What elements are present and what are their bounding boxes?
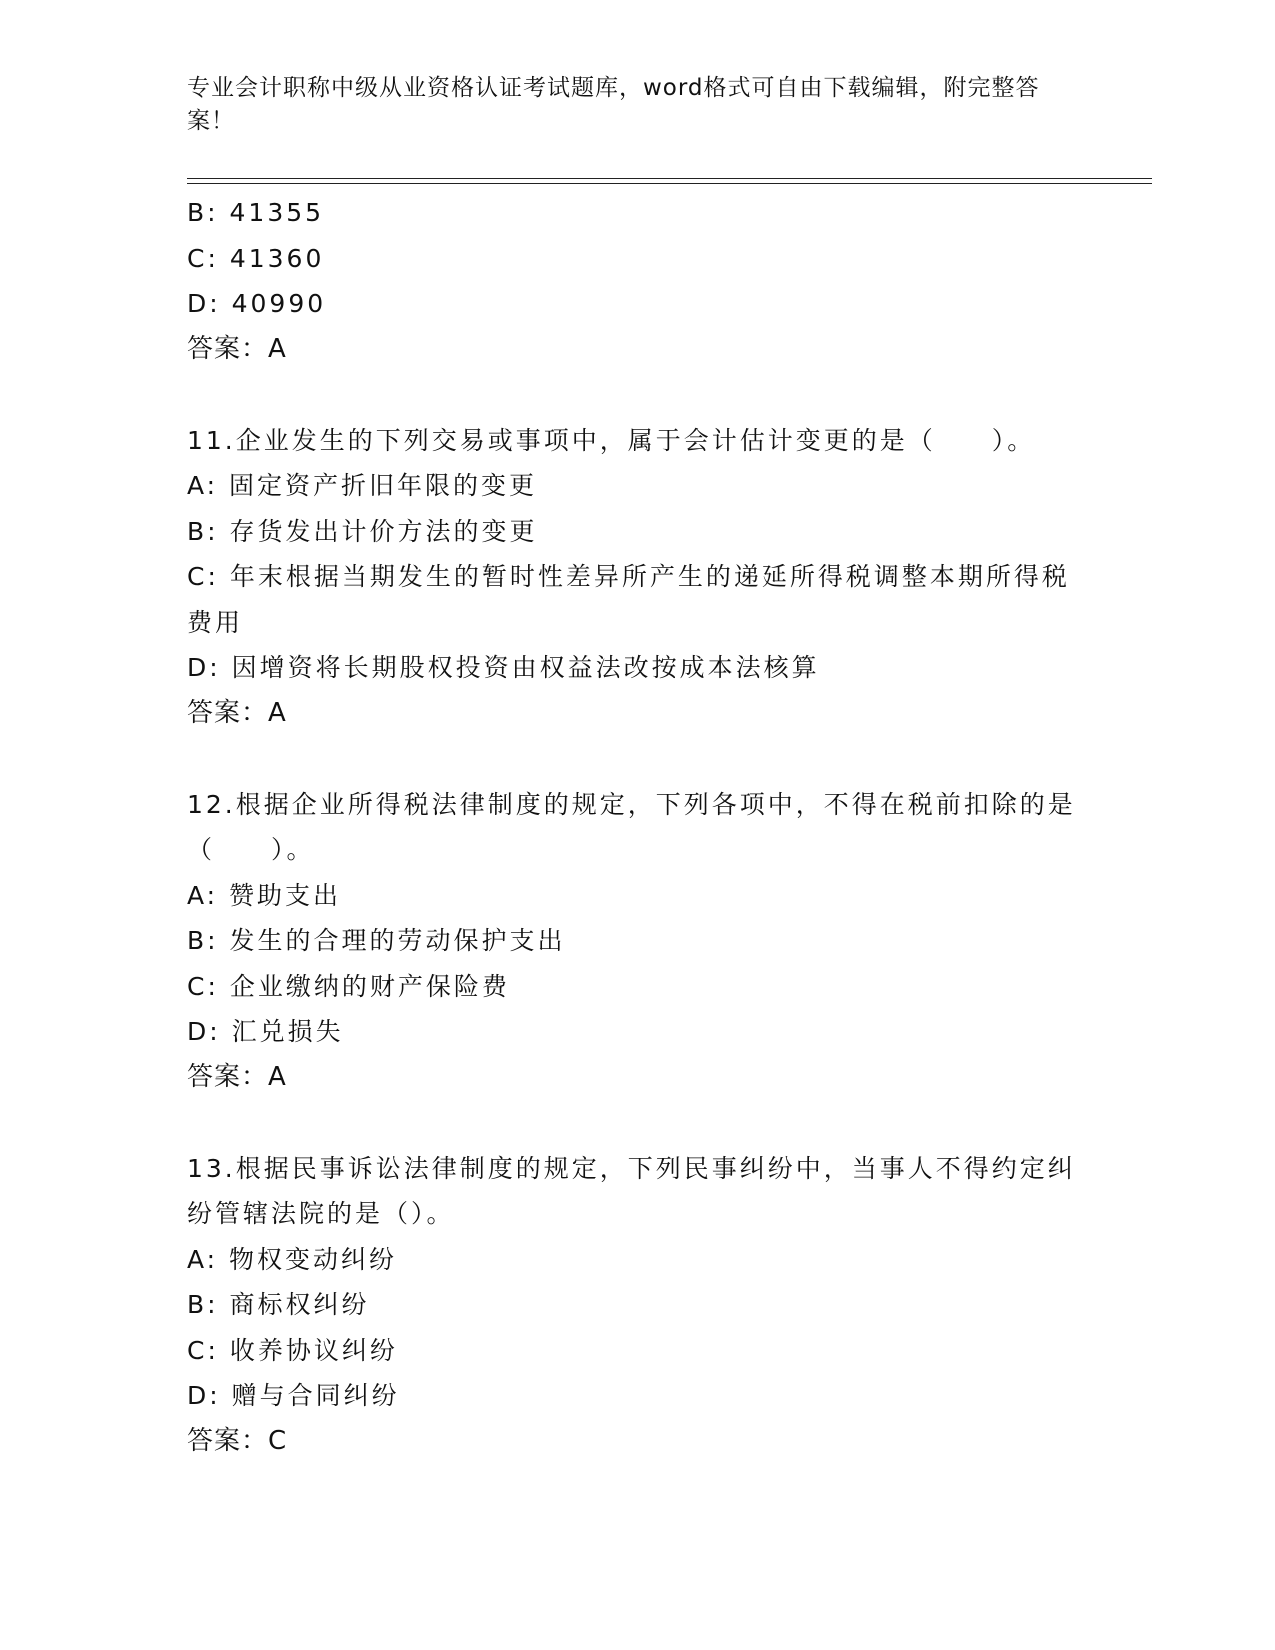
question-12 [187, 782, 1087, 1101]
option-a: A: 固定资产折旧年限的变更 [187, 471, 538, 500]
question-13 [187, 1146, 1087, 1465]
option-b: B: 存货发出计价方法的变更 [187, 516, 538, 546]
option-c: C: 企业缴纳的财产保险费 [187, 971, 510, 1001]
question-stem: 12.根据企业所得税法律制度的规定，下列各项中，不得在税前扣除的是（ ）。 [187, 789, 1076, 864]
header-rule-bottom [187, 183, 1152, 184]
option-d: D: 40990 [187, 289, 327, 318]
header-text: 专业会计职称中级从业资格认证考试题库，word格式可自由下载编辑，附完整答案！ [187, 75, 1040, 134]
option-a: A: 赞助支出 [187, 880, 342, 910]
document-header [187, 72, 1067, 138]
question-list [187, 190, 1087, 1464]
spacer [187, 372, 1087, 418]
option-b: B: 41355 [187, 198, 325, 227]
option-d: D: 赠与合同纠纷 [187, 1381, 400, 1410]
question-stem: 13.根据民事诉讼法律制度的规定，下列民事纠纷中，当事人不得约定纠纷管辖法院的是（）。 [187, 1153, 1076, 1228]
question-stem: 11.企业发生的下列交易或事项中，属于会计估计变更的是（ ）。 [187, 425, 1036, 455]
option-b: B: 发生的合理的劳动保护支出 [187, 926, 566, 955]
option-c: C: 收养协议纠纷 [187, 1335, 398, 1365]
option-d: D: 因增资将长期股权投资由权益法改按成本法核算 [187, 653, 820, 682]
spacer [187, 1100, 1087, 1146]
answer-line: 答案：A [187, 1061, 287, 1092]
spacer [187, 736, 1087, 782]
answer-line: 答案：C [187, 1425, 288, 1456]
option-b: B: 商标权纠纷 [187, 1290, 370, 1319]
question-11 [187, 418, 1087, 737]
option-c: C: 年末根据当期发生的暂时性差异所产生的递延所得税调整本期所得税费用 [187, 562, 1070, 637]
option-c: C: 41360 [187, 243, 325, 273]
previous-question-tail [187, 190, 1087, 372]
header-rule-top [187, 178, 1152, 179]
option-a: A: 物权变动纠纷 [187, 1244, 398, 1274]
answer-line: 答案：A [187, 697, 287, 728]
option-d: D: 汇兑损失 [187, 1017, 344, 1046]
answer-line: 答案：A [187, 333, 287, 364]
